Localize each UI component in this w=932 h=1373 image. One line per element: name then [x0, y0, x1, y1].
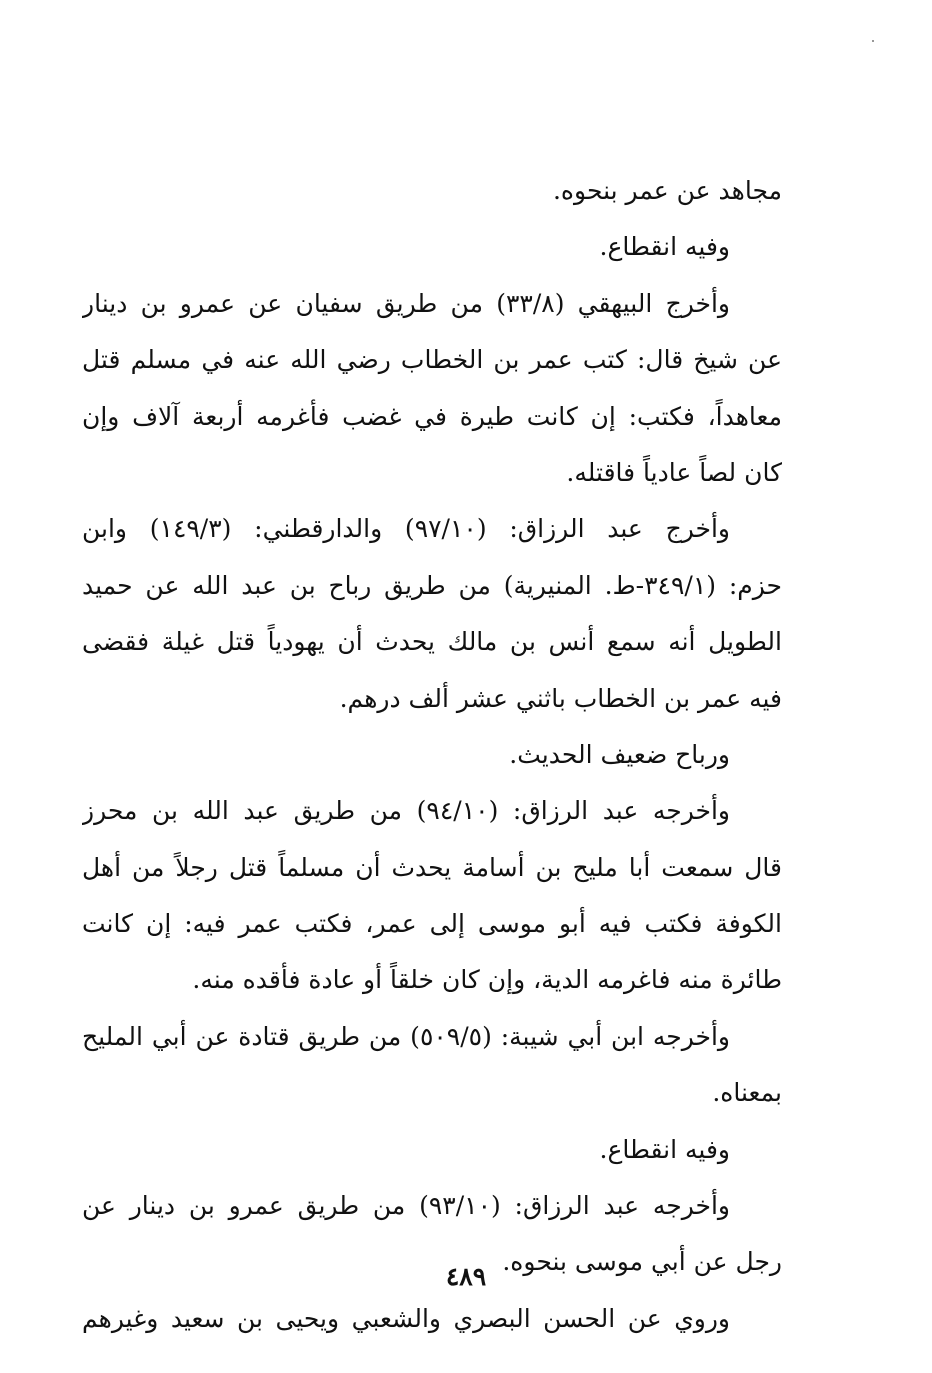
text-line: قال سمعت أبا مليح بن أسامة يحدث أن مسلماً قتل رجلاً من أهل — [82, 852, 782, 882]
text-line: بمعناه. — [712, 1078, 782, 1108]
text-line: الكوفة فكتب فيه أبو موسى إلى عمر، فكتب عمر فيه: إن كانت — [82, 909, 782, 939]
text-line: حزم: (٣٤٩/١-ط. المنيرية) من طريق رباح بن عبد الله عن حميد — [82, 570, 782, 600]
text-line: عن شيخ قال: كتب عمر بن الخطاب رضي الله عنه في مسلم قتل — [82, 345, 782, 375]
main-text-block — [82, 163, 782, 1347]
text-line: وروي عن الحسن البصري والشعبي ويحيى بن سعيد وغيرهم — [82, 1303, 730, 1333]
text-line: ورباح ضعيف الحديث. — [509, 739, 730, 769]
page-number: ٤٨٩ — [445, 1262, 487, 1291]
text-line: مجاهد عن عمر بنحوه. — [552, 176, 782, 205]
text-line: وأخرج عبد الرزاق: (٩٧/١٠) والدارقطني: (١٤٩/٣) وابن — [82, 514, 730, 544]
text-line: وفيه انقطاع. — [599, 232, 730, 262]
text-line: طائرة منه فاغرمه الدية، وإن كان خلقاً أو عادة فأقده منه. — [192, 965, 782, 995]
text-line: وفيه انقطاع. — [599, 1134, 730, 1164]
scan-speck — [872, 40, 874, 42]
text-line: وأخرجه عبد الرزاق: (٩٣/١٠) من طريق عمرو بن دينار عن — [82, 1191, 730, 1221]
text-line: وأخرجه عبد الرزاق: (٩٤/١٠) من طريق عبد الله بن محرز — [82, 796, 730, 826]
text-line: وأخرجه ابن أبي شيبة: (٥٠٩/٥) من طريق قتادة عن أبي المليح — [82, 1021, 730, 1051]
text-line: وأخرج البيهقي (٣٣/٨) من طريق سفيان عن عمرو بن دينار — [82, 288, 730, 318]
text-line: كان لصاً عادياً فاقتله. — [566, 457, 782, 487]
text-line: الطويل أنه سمع أنس بن مالك يحدث أن يهودياً قتل غيلة فقضى — [82, 627, 782, 657]
text-line: رجل عن أبي موسى بنحوه. — [502, 1247, 782, 1277]
text-line: معاهداً، فكتب: إن كانت طيرة في غضب فأغرمه أربعة آلاف وإن — [82, 401, 782, 431]
text-line: فيه عمر بن الخطاب باثني عشر ألف درهم. — [339, 683, 782, 713]
